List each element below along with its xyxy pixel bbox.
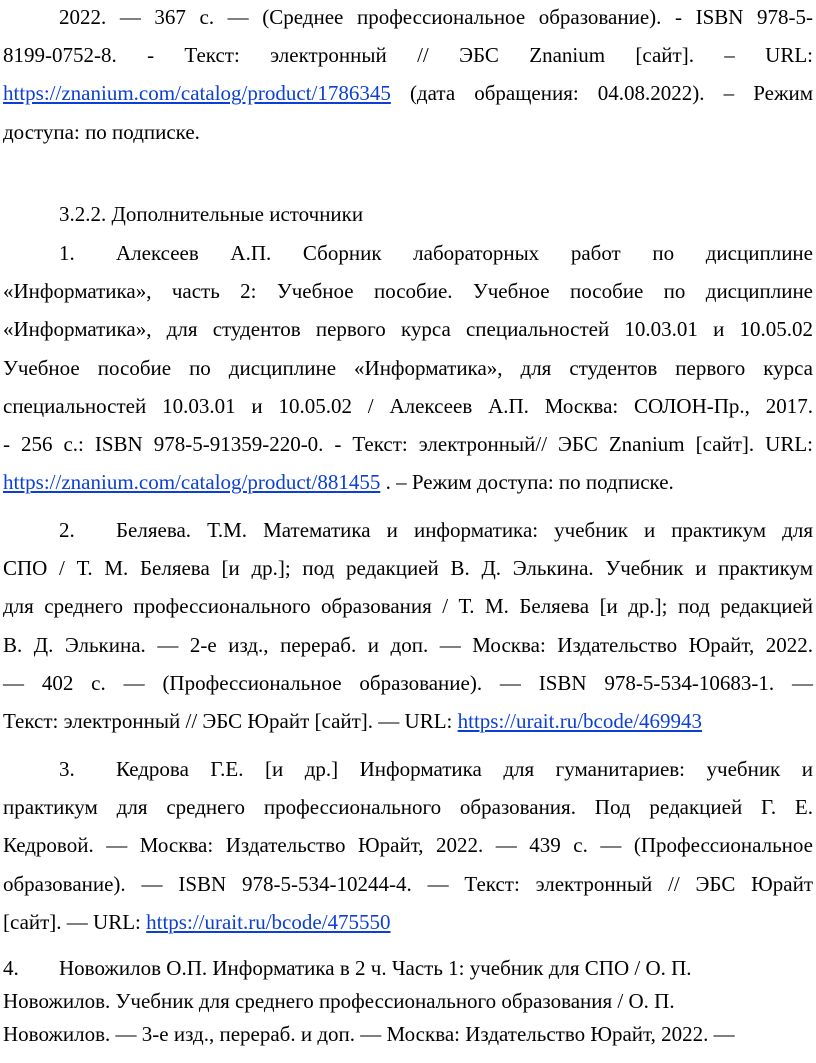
text-line: 2022. — 367 с. — (Среднее профессиональное образование). - ISBN 978-5-	[59, 5, 813, 29]
reference-item-3	[3, 750, 813, 941]
text-line: 4. Новожилов О.П. Информатика в 2 ч. Часть 1: учебник для СПО / О. П.	[3, 952, 813, 985]
reference-item-2	[3, 511, 813, 740]
text-line: — 402 с. — (Профессиональное образование). — ISBN 978-5-534-10683-1. —	[3, 670, 813, 695]
text-line: Новожилов. — 3-е изд., перераб. и доп. — Москва: Издательство Юрайт, 2022. —	[3, 1022, 735, 1046]
reference-url-link[interactable]: https://urait.ru/bcode/475550	[146, 909, 391, 934]
text-line: https://znanium.com/catalog/product/1786345 (дата обращения: 04.08.2022). – Режим	[3, 81, 813, 106]
text-line: специальностей 10.03.01 и 10.05.02 / Алексеев А.П. Москва: СОЛОН-Пр., 2017.	[3, 393, 813, 418]
text-line: Кедровой. — Москва: Издательство Юрайт, 2022. — 439 с. — (Профессиональное	[3, 833, 813, 858]
text-line: доступа: по подписке.	[3, 119, 200, 144]
text-line: Учебное пособие по дисциплине «Информатика», для студентов первого курса	[3, 355, 813, 380]
text-line: - 256 с.: ISBN 978-5-91359-220-0. - Текст: электронный// ЭБС Znanium [сайт]. URL:	[3, 431, 813, 456]
item-number: 1.	[59, 241, 75, 265]
reference-url-link[interactable]: https://znanium.com/catalog/product/881455	[3, 470, 381, 495]
text-line: СПО / Т. М. Беляева [и др.]; под редакцией В. Д. Элькина. Учебник и практикум	[3, 556, 813, 581]
text-line: 1. Алексеев А.П. Сборник лабораторных работ по дисциплине	[3, 234, 813, 272]
intro-reference-tail	[3, 0, 813, 151]
text-line: 2. Беляева. Т.М. Математика и информатика: учебник и практикум для	[3, 511, 813, 549]
reference-item-4	[3, 952, 813, 1051]
text-line: образование). — ISBN 978-5-534-10244-4. — Текст: электронный // ЭБС Юрайт	[3, 871, 813, 896]
section-title: 3.2.2. Дополнительные источники	[59, 202, 364, 226]
section-heading	[3, 195, 813, 233]
text-line: 3. Кедрова Г.Е. [и др.] Информатика для гуманитариев: учебник и	[3, 750, 813, 788]
item-number: 2.	[59, 518, 75, 542]
reference-item-1	[3, 234, 813, 501]
text-line: [сайт]. — URL: https://urait.ru/bcode/475550	[3, 909, 391, 934]
text-line: Текст: электронный // ЭБС Юрайт [сайт]. — URL: https://urait.ru/bcode/469943	[3, 708, 703, 733]
item-number: 3.	[59, 757, 75, 781]
text-line: 8199-0752-8. - Текст: электронный // ЭБС Znanium [сайт]. – URL:	[3, 43, 813, 68]
text-line: «Информатика», часть 2: Учебное пособие. Учебное пособие по дисциплине	[3, 279, 813, 304]
text-line: «Информатика», для студентов первого курса специальностей 10.03.01 и 10.05.02	[3, 317, 813, 342]
text-line: практикум для среднего профессионального образования. Под редакцией Г. Е.	[3, 795, 813, 820]
reference-url-link[interactable]: https://znanium.com/catalog/product/1786345	[3, 81, 391, 106]
text-line: для среднего профессионального образования / Т. М. Беляева [и др.]; под редакцией	[3, 594, 813, 619]
reference-url-link[interactable]: https://urait.ru/bcode/469943	[457, 708, 703, 733]
text-line: Новожилов. Учебник для среднего профессионального образования / О. П.	[3, 989, 675, 1013]
text-line: В. Д. Элькина. — 2-е изд., перераб. и доп. — Москва: Издательство Юрайт, 2022.	[3, 632, 813, 657]
item-number: 4.	[3, 956, 19, 980]
text-line: https://znanium.com/catalog/product/881455 . – Режим доступа: по подписке.	[3, 470, 674, 495]
